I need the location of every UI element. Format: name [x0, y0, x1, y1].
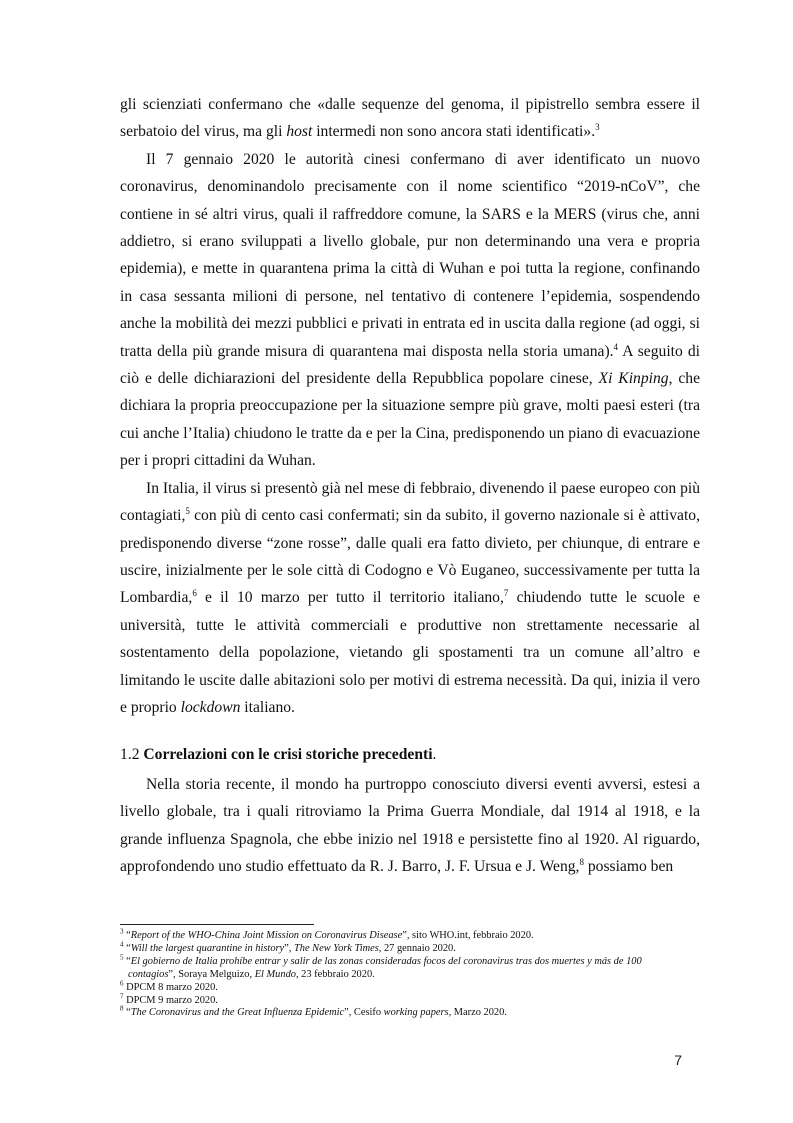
text-run: ”, sito WHO.int, febbraio 2020.: [402, 930, 534, 941]
text-run: In Italia, il virus si presentò già nel mese di febbraio, divenendo il paese europeo con più contagiati,: [120, 479, 700, 525]
italic-text: The New York Times: [293, 942, 379, 954]
italic-text: Report of the WHO-China Joint Mission on Coronavirus Disease: [130, 930, 403, 941]
text-run: “: [123, 942, 131, 954]
text-run: A seguito di ciò e delle dichiarazioni del presidente della Repubblica popolare cinese,: [120, 342, 700, 388]
footnote-separator: [120, 924, 314, 925]
text-run: chiudendo tutte le scuole e università, tutte le attività commerciali e produttive non strettamente necessarie al sostentamento della popolazione, vietando gli spostamenti tra un comune all’altro e limitando le uscite dalle abitazioni solo per motivi di estrema necessità. Da qui, inizia il vero e proprio: [120, 589, 701, 716]
text-run: ”,: [284, 942, 294, 954]
text-run: intermedi non sono ancora stati identificati».: [312, 123, 596, 141]
text-run: e il 10 marzo per tutto il territorio italiano,: [196, 589, 504, 607]
text-run: possiamo ben: [583, 857, 674, 875]
text-run: ”, Soraya Melguizo,: [168, 968, 255, 980]
text-run: “: [123, 930, 131, 941]
footnote-6: [120, 979, 680, 995]
text-run: Il 7 gennaio 2020 le autorità cinesi confermano di aver identificato un nuovo coronavirus, denominandolo precisamente con il nome scientifico “2019-nCoV”, che contiene in sé altri virus, quali il raffreddore comune, la SARS e la MERS (virus che, anni addietro, si erano sviluppati a livello globale, pur non determinando una vera e propria epidemia), e mette in quarantena prima la città di Wuhan e poi tutta la regione, confinando in casa sessanta milioni di persone, nel tentativo di contenere l’epidemia, sospendendo anche la mobilità dei mezzi pubblici e privati in entrata ed in uscita dalla regione (ad oggi, si tratta della più grande misura di quarantena mai disposta nella storia umana).: [120, 150, 700, 360]
italic-text: lockdown: [180, 698, 241, 716]
text-run: , 27 gennaio 2020.: [378, 942, 456, 954]
footnote-ref: 6: [120, 979, 124, 988]
footnote-4: [120, 940, 680, 956]
footnote-ref: 5: [120, 953, 124, 962]
italic-text: Xi Kinping: [598, 370, 669, 388]
italic-text: The Coronavirus and the Great Influenza Epidemic: [130, 1007, 345, 1019]
text-run: con più di cento casi confermati; sin da subito, il governo nazionale si è attivato, predisponendo diverse “zone rosse”, dalle quali era fatto divieto, per chiunque, di entrare e uscire, inizialmente per le sole città di Codogno e Vò Euganeo, successivamente per tutta la Lombardia,: [120, 507, 700, 607]
footnote-ref: 6: [192, 588, 197, 599]
italic-text: working papers: [383, 1007, 449, 1019]
footnote-ref: 7: [503, 588, 509, 599]
body-text: [120, 91, 700, 880]
section-title: Correlazioni con le crisi storiche precedenti: [143, 746, 433, 764]
paragraph-1: [120, 91, 700, 146]
section-heading: [120, 741, 700, 768]
footnotes: [120, 927, 680, 1020]
footnote-ref: 8: [120, 1004, 124, 1013]
italic-text: El Mundo: [254, 968, 296, 980]
text-run: DPCM 8 marzo 2020.: [123, 981, 218, 993]
text-run: Nella storia recente, il mondo ha purtroppo conosciuto diversi eventi avversi, estesi a livello globale, tra i quali ritroviamo la Prima Guerra Mondiale, dal 1914 al 1918, e la grande influenza Spagnola, che ebbe inizio nel 1918 e persistette fino al 1920. Al riguardo, approfondendo uno studio effettuato da R. J. Barro, J. F. Ursua e J. Weng,: [120, 775, 700, 875]
footnote-8: [120, 1004, 680, 1020]
text-run: , che dichiara la propria preoccupazione per la situazione sempre più grave, molti paesi esteri (tra cui anche l’Italia) chiudono le tratte da e per la Cina, predisponendo un piano di evacuazione per i propri cittadini da Wuhan.: [120, 370, 701, 470]
footnote-ref: 8: [579, 856, 584, 867]
footnote-ref: 7: [120, 992, 124, 1001]
footnote-3: [120, 927, 680, 943]
text-run: , Marzo 2020.: [448, 1007, 507, 1019]
footnote-ref: 4: [613, 341, 619, 352]
italic-text: Will the largest quarantine in history: [130, 942, 285, 954]
paragraph-3: [120, 475, 700, 722]
footnote-5: [120, 953, 680, 982]
text-run: “: [123, 955, 131, 967]
italic-text: El gobierno de Italia prohíbe entrar y salir de las zonas consideradas focos del coronavirus tras dos muertes y más de 100 contagios: [128, 955, 642, 980]
text-run: , 23 febbraio 2020.: [295, 968, 375, 980]
footnote-ref: 5: [185, 505, 190, 516]
footnote-ref: 3: [120, 927, 124, 936]
footnote-ref: 4: [120, 940, 124, 949]
text-run: “: [123, 1007, 131, 1019]
footnote-7: [120, 992, 680, 1008]
section-title-period: .: [432, 746, 437, 764]
footnote-ref: 3: [595, 122, 600, 133]
text-run: ”, Cesifo: [344, 1007, 384, 1019]
text-run: DPCM 9 marzo 2020.: [123, 994, 218, 1006]
text-run: gli scienziati confermano che «dalle sequenze del genoma, il pipistrello sembra essere il serbatoio del virus, ma gli: [120, 96, 700, 141]
section-number: 1.2: [120, 746, 144, 764]
paragraph-2: [120, 146, 700, 475]
page-number: 7: [674, 1052, 682, 1068]
paragraph-4: [120, 771, 700, 881]
text-run: italiano.: [240, 698, 295, 716]
italic-text: host: [286, 123, 313, 141]
